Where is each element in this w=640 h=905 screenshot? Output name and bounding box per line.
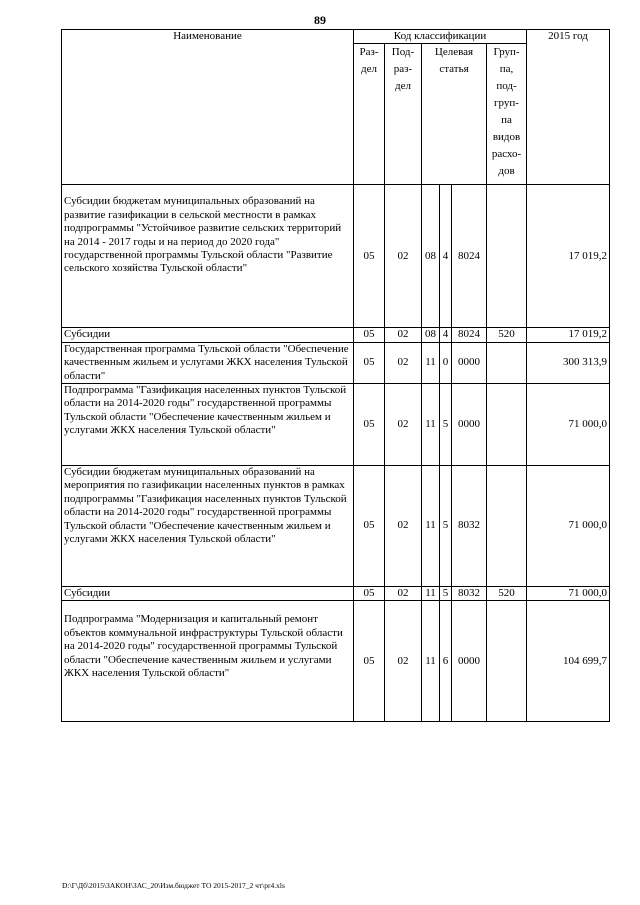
row-target-2: 4	[440, 185, 452, 328]
header-celevaya-statya: Целевая статья	[422, 44, 487, 185]
header-podrazdel: Под- раз- дел	[385, 44, 422, 185]
row-podrazdel: 02	[385, 185, 422, 328]
row-name: Субсидии бюджетам муниципальных образований на развитие газификации в сельской местности в рамках подпрограммы "Устойчивое развитие сельских территорий на 2014 - 2017 годы и на период до 2020 года" государственной программы Тульской области "Развитие сельского хозяйства Тульской области"	[62, 185, 354, 328]
row-target-3: 8024	[452, 185, 487, 328]
row-vid	[487, 601, 527, 722]
row-target-2: 4	[440, 328, 452, 342]
header-vid-raskhodov: Груп- па, под- груп- па видов расхо- дов	[487, 44, 527, 185]
row-podrazdel: 02	[385, 384, 422, 466]
table-row	[62, 587, 610, 601]
row-razdel: 05	[354, 601, 385, 722]
table-row	[62, 466, 610, 587]
row-name: Субсидии бюджетам муниципальных образований на мероприятия по газификации населенных пунктов в рамках подпрограммы "Газификация населенных пунктов Тульской области на 2014-2020 годы" государственной программы Тульской области "Обеспечение качественным жильем и услугами ЖКХ населения Тульской области"	[62, 466, 354, 587]
page-number: 89	[314, 13, 326, 27]
row-razdel: 05	[354, 384, 385, 466]
row-podrazdel: 02	[385, 342, 422, 383]
table-row	[62, 384, 610, 466]
row-podrazdel: 02	[385, 328, 422, 342]
row-amount: 300 313,9	[527, 342, 610, 383]
row-amount: 71 000,0	[527, 466, 610, 587]
row-amount: 104 699,7	[527, 601, 610, 722]
file-path-footer: D:\Г\Дб\2015\ЗАКОН\ЗАС_20\Изм.бюджет ТО 2015-2017_2 чт\pr4.xls	[62, 881, 285, 890]
row-amount: 71 000,0	[527, 384, 610, 466]
row-name: Субсидии	[62, 328, 354, 342]
row-vid	[487, 185, 527, 328]
budget-table	[61, 29, 610, 722]
row-target-3: 8032	[452, 466, 487, 587]
header-classification: Код классификации	[354, 30, 527, 44]
header-name: Наименование	[62, 30, 354, 185]
row-vid: 520	[487, 328, 527, 342]
header-year: 2015 год	[527, 30, 610, 185]
table-row	[62, 342, 610, 383]
table-row	[62, 328, 610, 342]
row-target-1: 08	[422, 185, 440, 328]
row-razdel: 05	[354, 587, 385, 601]
row-target-3: 8024	[452, 328, 487, 342]
row-podrazdel: 02	[385, 466, 422, 587]
row-target-2: 5	[440, 384, 452, 466]
row-razdel: 05	[354, 466, 385, 587]
row-target-2: 6	[440, 601, 452, 722]
row-vid	[487, 384, 527, 466]
row-amount: 17 019,2	[527, 328, 610, 342]
header-razdel: Раз- дел	[354, 44, 385, 185]
row-target-3: 0000	[452, 342, 487, 383]
row-amount: 71 000,0	[527, 587, 610, 601]
row-target-2: 5	[440, 466, 452, 587]
row-podrazdel: 02	[385, 587, 422, 601]
row-amount: 17 019,2	[527, 185, 610, 328]
row-target-3: 0000	[452, 384, 487, 466]
row-target-1: 11	[422, 466, 440, 587]
row-target-1: 11	[422, 587, 440, 601]
header-row	[62, 30, 610, 44]
row-vid	[487, 342, 527, 383]
row-name: Подпрограмма "Газификация населенных пунктов Тульской области на 2014-2020 годы" государственной программы Тульской области "Обеспечение качественным жильем и услугами ЖКХ населения Тульской области"	[62, 384, 354, 466]
row-name: Подпрограмма "Модернизация и капитальный ремонт объектов коммунальной инфраструктуры Тульской области на 2014-2020 годы" государственной программы Тульской области "Обеспечение качественным жильем и услугами ЖКХ населения Тульской области"	[62, 601, 354, 722]
row-name: Государственная программа Тульской области "Обеспечение качественным жильем и услугами ЖКХ населения Тульской области"	[62, 342, 354, 383]
row-vid: 520	[487, 587, 527, 601]
row-target-3: 8032	[452, 587, 487, 601]
row-target-1: 11	[422, 601, 440, 722]
row-name: Субсидии	[62, 587, 354, 601]
row-razdel: 05	[354, 328, 385, 342]
row-target-1: 11	[422, 384, 440, 466]
row-razdel: 05	[354, 185, 385, 328]
row-target-3: 0000	[452, 601, 487, 722]
table-row	[62, 601, 610, 722]
row-target-1: 11	[422, 342, 440, 383]
row-target-1: 08	[422, 328, 440, 342]
row-target-2: 5	[440, 587, 452, 601]
row-vid	[487, 466, 527, 587]
table-row	[62, 185, 610, 328]
row-target-2: 0	[440, 342, 452, 383]
row-podrazdel: 02	[385, 601, 422, 722]
row-razdel: 05	[354, 342, 385, 383]
